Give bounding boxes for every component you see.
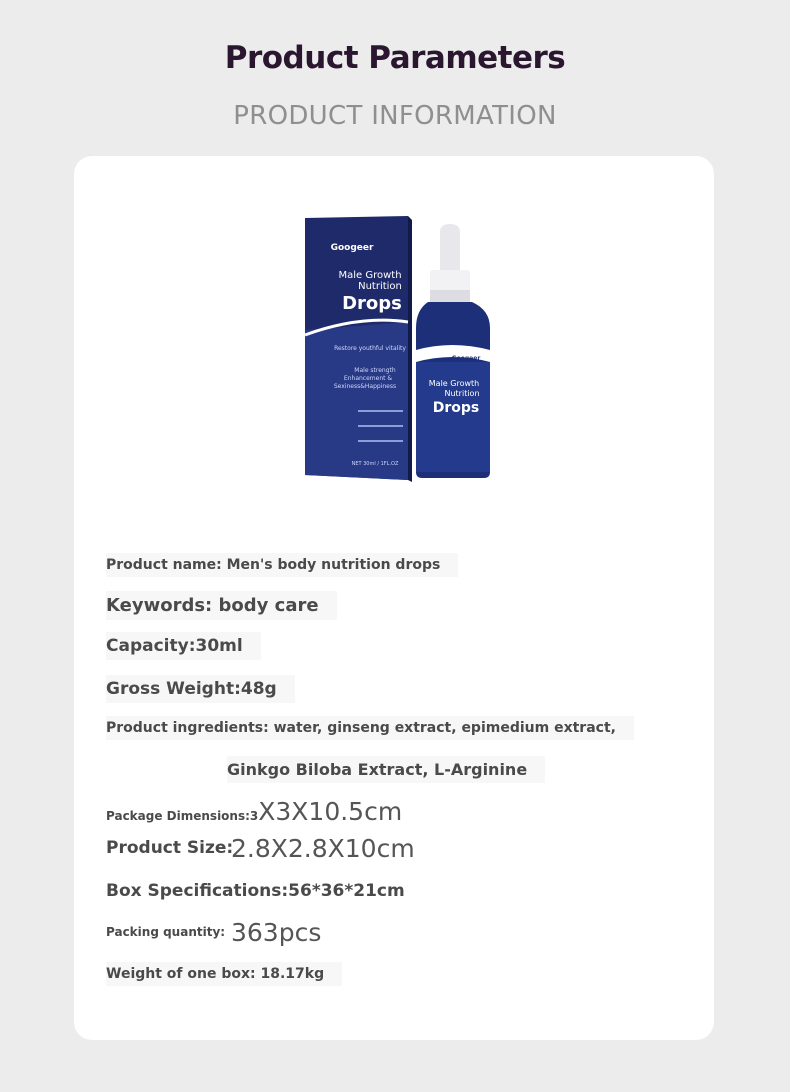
box-claim-3: Sexiness&Happiness [333,383,397,390]
param-box-specifications [106,881,405,901]
param-ingredients-text-2: Ginkgo Biloba Extract, L-Arginine [227,756,545,783]
param-capacity [106,636,261,656]
param-keywords [106,595,337,616]
param-package-dimensions-label: Package Dimensions:3 [106,809,259,823]
param-product-size-value: 2.8X2.8X10cm [231,834,415,863]
bottle-brand: Googeer [451,355,481,362]
param-gross-weight-text: Gross Weight:48g [106,675,295,703]
param-ingredients-text-1: Product ingredients: water, ginseng extract, epimedium extract, [106,716,634,740]
param-package-dimensions-value: X3X10.5cm [258,797,403,826]
bottle-line2: Nutrition [444,389,480,398]
param-ingredients [106,720,634,736]
param-packing-quantity-value: 363pcs [231,918,322,947]
param-gross-weight [106,679,295,699]
box-net: NET 30ml / 1FL.OZ [351,461,399,467]
bottle-line3: Drops [432,400,480,416]
param-product-size-label: Product Size: [106,838,234,858]
param-product-name-text: Product name: Men's body nutrition drops [106,553,458,577]
page-title: Product Parameters [224,40,566,76]
box-line2: Nutrition [358,281,402,292]
param-keywords-text: Keywords: body care [106,591,337,620]
bottle-line1: Male Growth [428,379,480,388]
param-package-dimensions [106,797,402,826]
param-capacity-text: Capacity:30ml [106,632,261,660]
param-box-weight [106,966,342,982]
box-claim-1: Male strength [354,367,396,374]
param-packing-quantity [106,918,322,947]
param-packing-quantity-label: Packing quantity: [106,925,226,939]
param-box-specifications-text: Box Specifications:56*36*21cm [106,881,405,901]
product-image [300,210,495,485]
page-subtitle: PRODUCT INFORMATION [233,101,557,131]
param-product-name [106,557,458,573]
param-product-size [106,834,415,863]
param-ingredients-cont [227,760,545,779]
box-claim-2: Enhancement & [343,375,393,382]
param-box-weight-text: Weight of one box: 18.17kg [106,962,342,986]
box-brand: Googeer [330,243,374,253]
box-line3: Drops [342,293,402,314]
box-line1: Male Growth [338,270,402,281]
box-tagline: Restore youthful vitality [334,345,406,352]
